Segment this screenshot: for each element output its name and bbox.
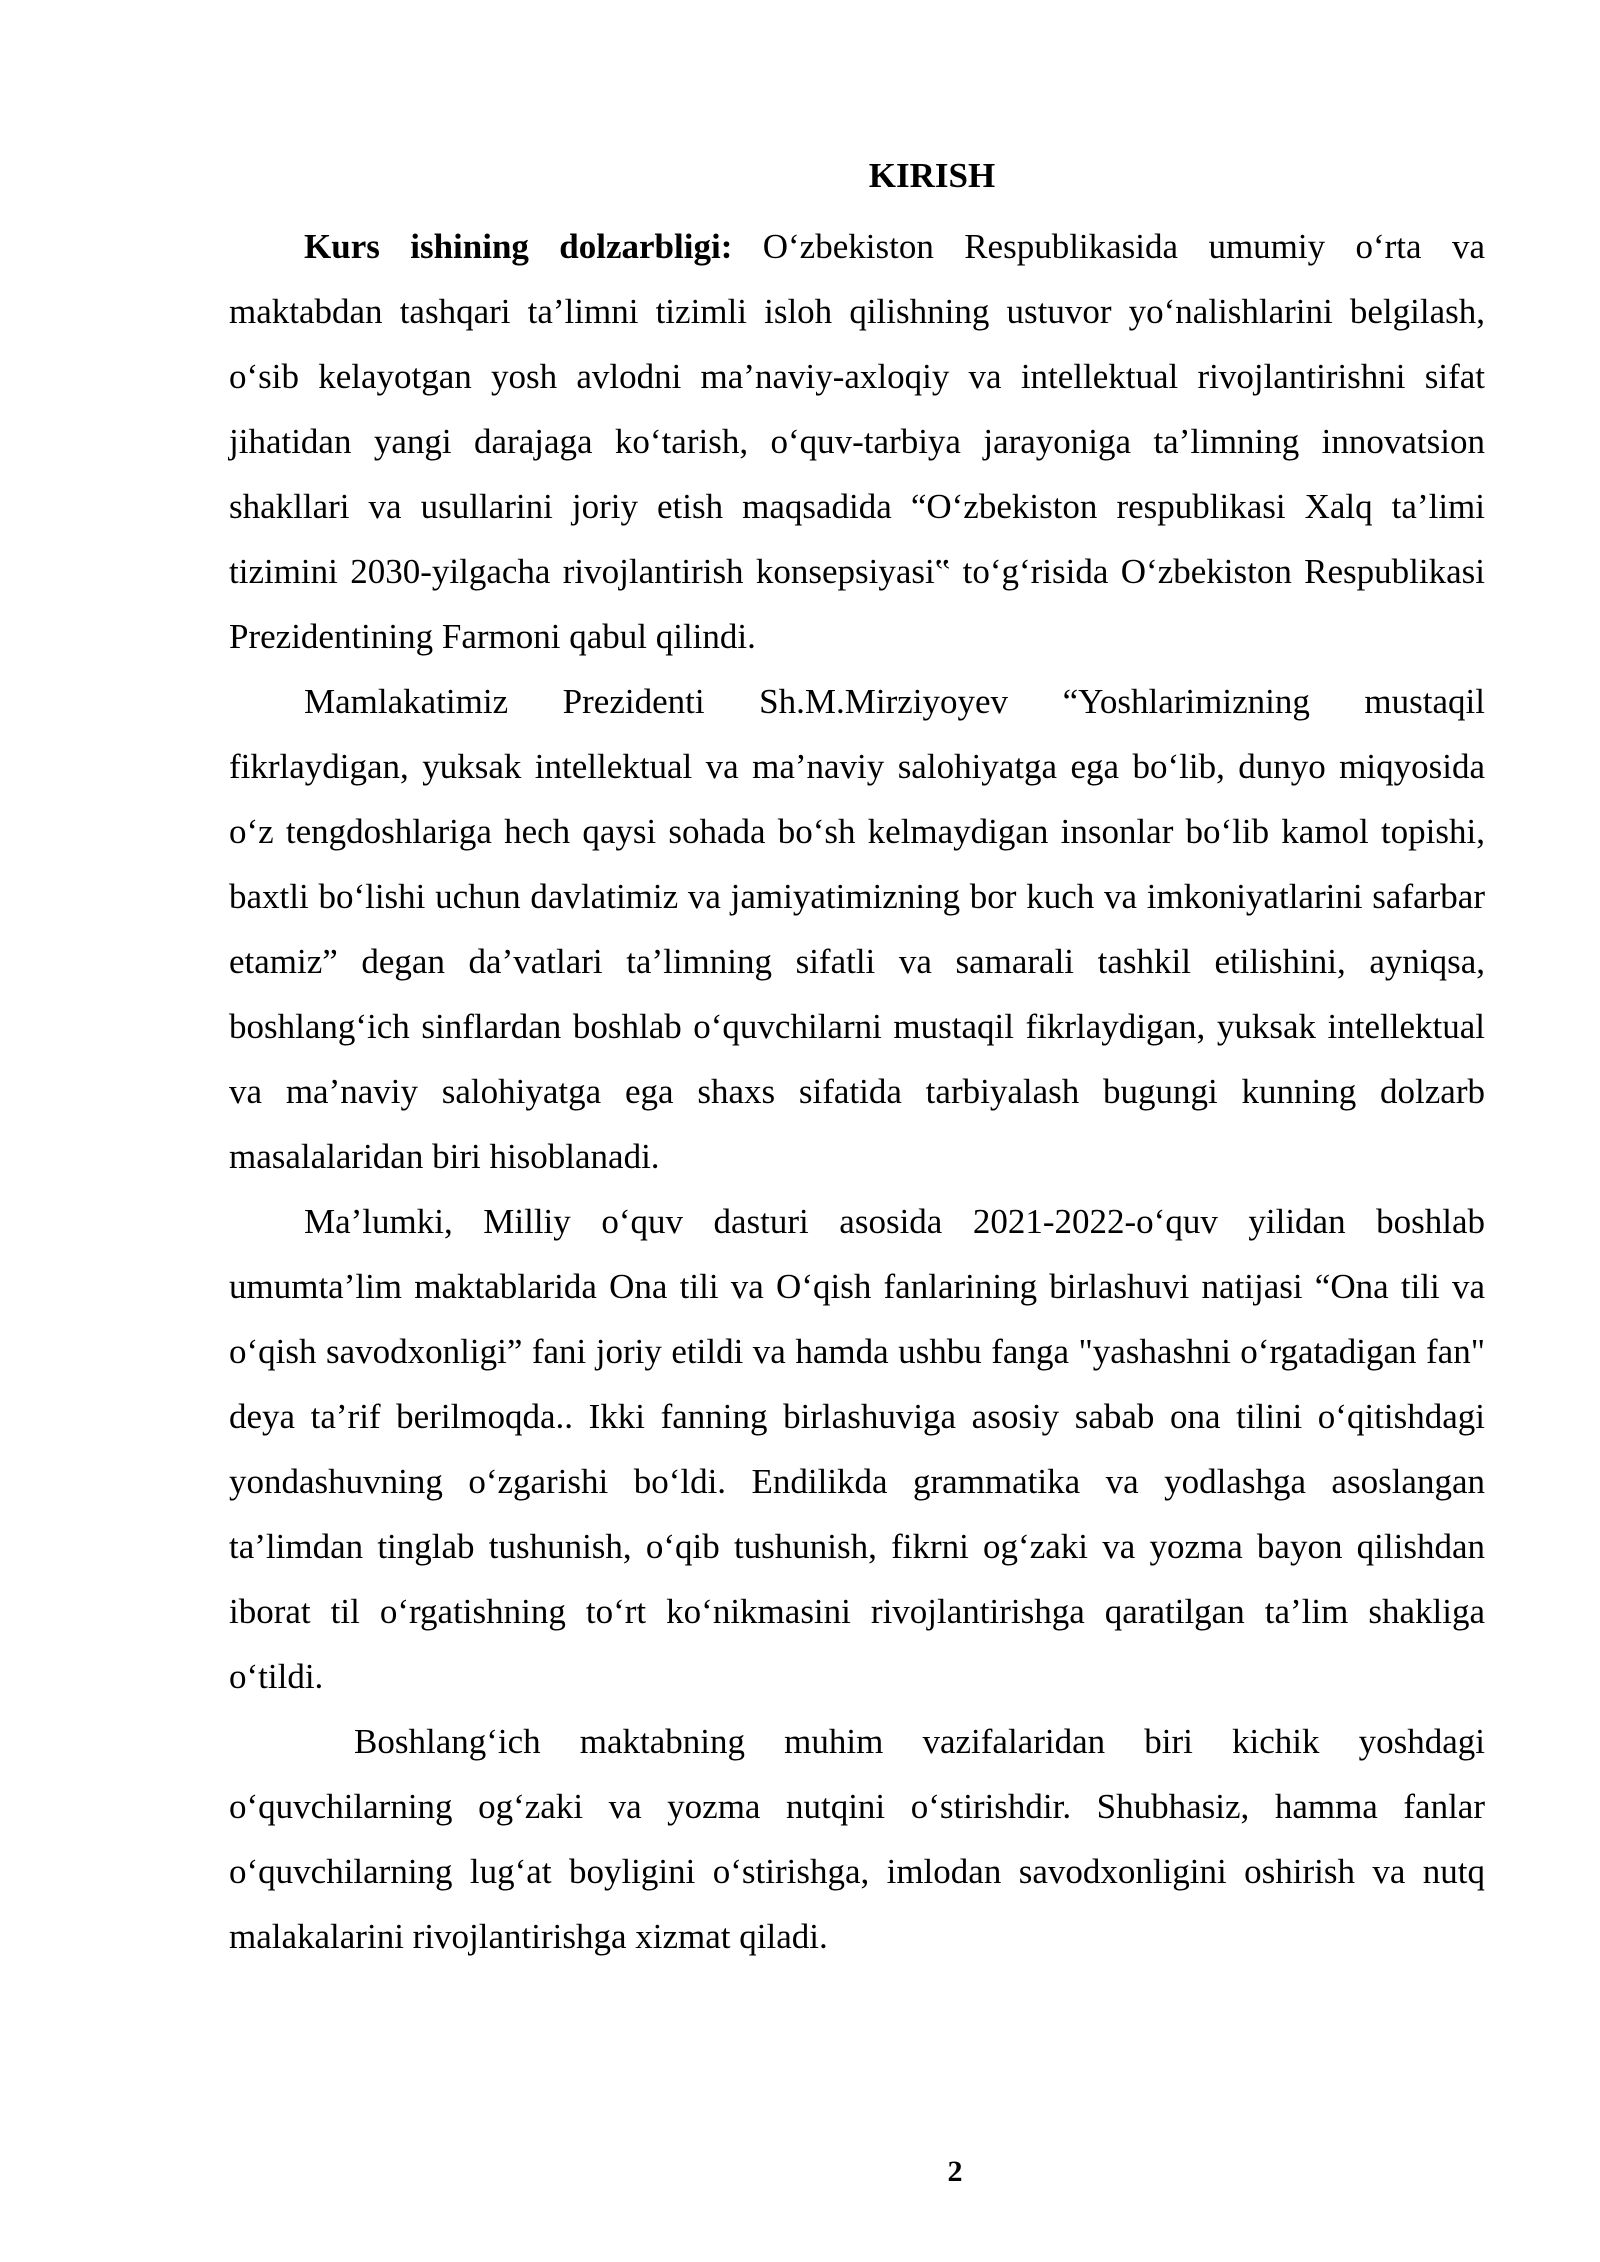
paragraph-primary-school: Boshlang‘ich maktabning muhim vazifalaridan biri kichik yoshdagi o‘quvchilarning og‘zaki va yozma nutqini o‘stirishdir. Shubhasiz, hamma fanlar o‘quvchilarning lug‘at boyligini o‘stirishga, imlodan savodxonligini oshirish va nutq malakalarini rivojlantirishga xizmat qiladi. bbox=[229, 1722, 1485, 1956]
section-heading: KIRISH bbox=[868, 156, 996, 195]
paragraph-curriculum: Ma’lumki, Milliy o‘quv dasturi asosida 2021-2022-o‘quv yilidan boshlab umumta’lim maktablarida Ona tili va O‘qish fanlarining birlashuvi natijasi “Ona tili va o‘qish savodxonligi” fani joriy etildi va hamda ushbu fanga "yashashni o‘rgatadigan fan" deya ta’rif berilmoqda.. Ikki fanning birlashuviga asosiy sabab ona tilini o‘qitishdagi yondashuvning o‘zgarishi bo‘ldi. Endilikda grammatika va yodlashga asoslangan ta’limdan tinglab tushunish, o‘qib tushunish, fikrni og‘zaki va yozma bayon qilishdan iborat til o‘rgatishning to‘rt ko‘nikmasini rivojlantirishga qaratilgan ta’lim shakliga o‘tildi. bbox=[229, 1202, 1485, 1696]
page-content bbox=[229, 146, 1485, 1969]
page-number: 2 bbox=[947, 2155, 963, 2188]
paragraph-relevance bbox=[229, 214, 1485, 669]
paragraph-lead-bold: Kurs ishining dolzarbligi: bbox=[304, 227, 733, 266]
paragraph-text: O‘zbekiston Respublikasida umumiy o‘rta va maktabdan tashqari ta’limni tizimli isloh qilishning ustuvor yo‘nalishlarini belgilash, o‘sib kelayotgan yosh avlodni ma’naviy-axloqiy va intellektual rivojlantirishni sifat jihatidan yangi darajaga ko‘tarish, o‘quv-tarbiya jarayoniga ta’limning innovatsion shakllari va usullarini joriy etish maqsadida “O‘zbekiston respublikasi Xalq ta’limi tizimini 2030-yilgacha rivojlantirish konsepsiyasi‟ to‘g‘risida O‘zbekiston Respublikasi Prezidentining Farmoni qabul qilindi. bbox=[229, 227, 1485, 656]
paragraph-president-quote: Mamlakatimiz Prezidenti Sh.M.Mirziyoyev “Yoshlarimizning mustaqil fikrlaydigan, yuksak intellektual va ma’naviy salohiyatga ega bo‘lib, dunyo miqyosida o‘z tengdoshlariga hech qaysi sohada bo‘sh kelmaydigan insonlar bo‘lib kamol topishi, baxtli bo‘lishi uchun davlatimiz va jamiyatimizning bor kuch va imkoniyatlarini safarbar etamiz” degan da’vatlari ta’limning sifatli va samarali tashkil etilishini, ayniqsa, boshlang‘ich sinflardan boshlab o‘quvchilarni mustaqil fikrlaydigan, yuksak intellektual va ma’naviy salohiyatga ega shaxs sifatida tarbiyalash bugungi kunning dolzarb masalalaridan biri hisoblanadi. bbox=[229, 682, 1485, 1176]
